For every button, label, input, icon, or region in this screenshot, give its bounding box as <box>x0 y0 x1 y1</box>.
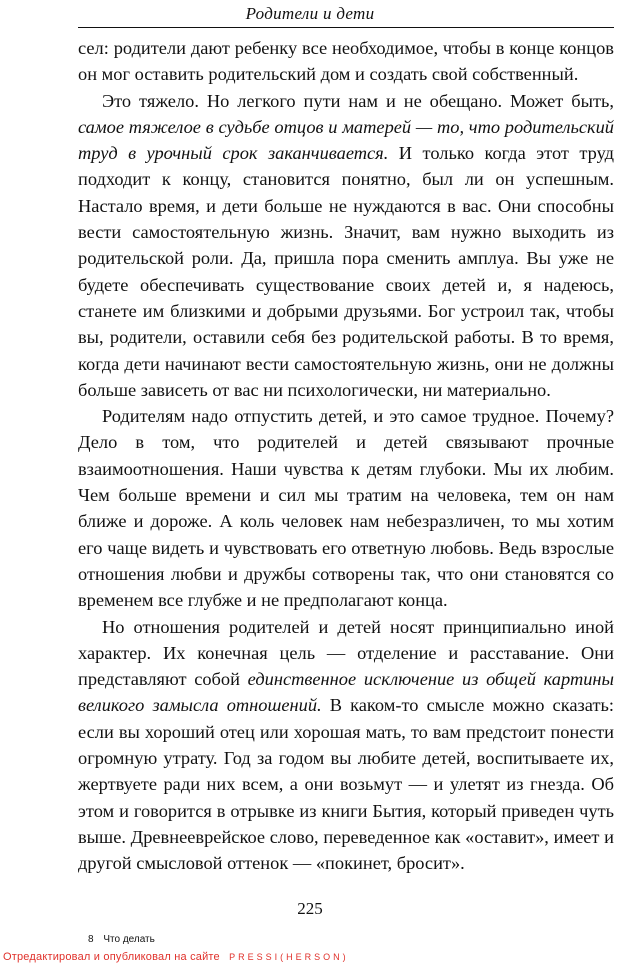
printer-signature <box>88 934 155 945</box>
watermark-brand: PRESSI(HERSON) <box>229 952 349 962</box>
text-run: И только когда этот труд подходит к концу, становится понятно, был ли он успешным. Настало время, и дети больше не нуждаются в вас. Они способны вести самостоятельную жизнь. Значит, вам нужно выходить из родительской роли. Да, пришла пора сменить амплуа. Вы уже не будете обеспечивать существование своих детей и, я надеюсь, станете им близкими и добрыми друзьями. Бог устроил так, чтобы вы, родители, оставили себя без родительской работы. В то время, когда дети начинают вести самостоятельную жизнь, они не должны больше зависеть от вас ни психологически, ни материально. <box>78 143 615 400</box>
watermark <box>3 951 349 963</box>
paragraph <box>78 403 614 613</box>
paragraph <box>78 614 614 877</box>
body-text <box>78 35 614 877</box>
text-run: Но отношения родителей и детей носят принципиально иной характер. Их конечная цель — отделение и расставание. Они представляют собой <box>78 616 614 690</box>
paragraph <box>78 35 614 88</box>
page-number: 225 <box>297 899 323 918</box>
paragraph <box>78 88 614 404</box>
running-head: Родители и дети <box>245 4 375 23</box>
signature-label: Что делать <box>103 934 155 945</box>
watermark-text: Отредактировал и опубликовал на сайте <box>3 951 220 963</box>
italic-emphasis: самое тяжелое в судьбе отцов и матерей — то, что родительский труд в урочный срок заканчивается. <box>78 116 614 164</box>
text-run: Родителям надо отпустить детей, и это самое трудное. Почему? Дело в том, что родителей и детей связывают прочные взаимоотношения. Наши чувства к детям глубоки. Мы их любим. Чем больше времени и сил мы тратим на человека, тем он нам ближе и дороже. А коль человек нам небезразличен, то мы хотим его чаще видеть и чувствовать его ответную любовь. Ведь взрослые отношения любви и дружбы сотворены так, что они становятся со временем все глубже и не предполагают конца. <box>78 406 614 611</box>
signature-number: 8 <box>88 934 94 945</box>
text-run: В каком-то смысле можно сказать: если вы хороший отец или хорошая мать, то вам предстоит понести огромную утрату. Год за годом вы любите детей, воспитываете их, жертвуете ради них всем, а они возьмут — и улетят из гнезда. Об этом и говорится в отрывке из книги Бытия, который приведен чуть выше. Древнееврейское слово, переведенное как «оставит», имеет и другой смысловой оттенок — «покинет, бросит». <box>78 695 614 874</box>
text-run: Это тяжело. Но легкого пути нам и не обещано. Может быть, <box>102 90 614 111</box>
italic-emphasis: единственное исключение из общей картины великого замысла отношений. <box>78 669 614 716</box>
text-run: сел: родители дают ребенку все необходимое, чтобы в конце концов он мог оставить родительский дом и создать свой собственный. <box>78 38 614 85</box>
header-rule <box>78 27 614 28</box>
